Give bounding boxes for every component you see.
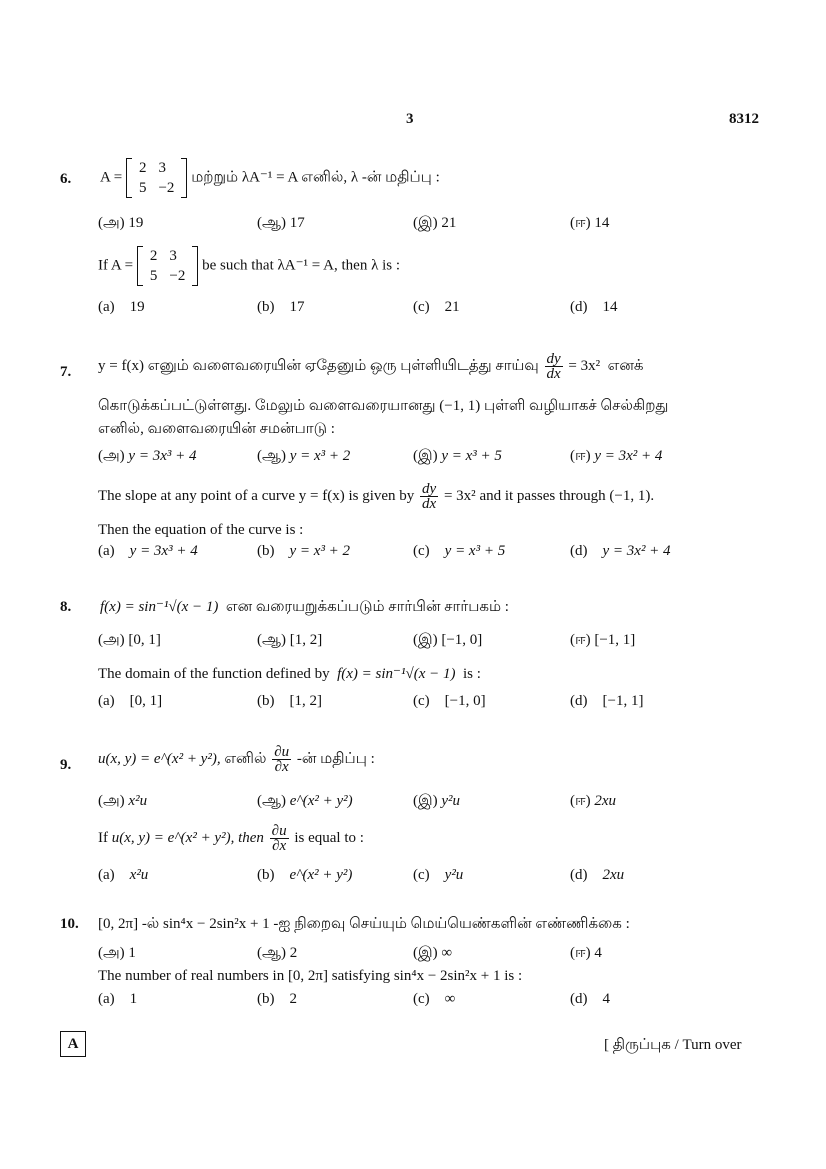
q8-eng-option-d: (d) [−1, 1]: [570, 693, 644, 709]
q9-tamil-option-2: (ஆ) e^(x² + y²): [257, 793, 353, 809]
q6-english-stem: [98, 246, 400, 286]
q9-eng-option-d: (d) 2xu: [570, 867, 625, 883]
q7-slope-rhs: = 3x²: [568, 357, 601, 374]
q10-tamil-stem: [0, 2π] -ல் sin⁴x − 2sin²x + 1 -ஐ நிறைவு செய்யும் மெய்யெண்களின் எண்ணிக்கை :: [98, 916, 630, 932]
q7-dydx-fraction: $\frac{dy}{dx}$: [546, 351, 561, 382]
q8-tamil-option-1: (அ) [0, 1]: [98, 632, 161, 648]
q9-eng-option-a: (a) x²u: [98, 867, 149, 883]
q9-number: 9.: [60, 757, 72, 773]
q6-m12: 3: [158, 160, 166, 176]
booklet-version-box: A: [60, 1031, 86, 1057]
q6-tamil-stem: [100, 158, 440, 198]
q10-number: 10.: [60, 916, 79, 932]
q6-eng-matrix: [137, 246, 198, 286]
q9-tamil-a: எனில்: [224, 750, 267, 767]
q6-eng-m11: 2: [149, 248, 158, 264]
q6-tamil-option-4: (ஈ) 14: [570, 215, 610, 231]
q7-tamil-option-3: (இ) y = x³ + 5: [413, 448, 502, 464]
turn-over-text: [ திருப்புக / Turn over: [604, 1037, 742, 1053]
q7-tamil-line1: [98, 352, 644, 381]
q9-eng-b: is equal to :: [294, 829, 364, 846]
paper-code: 8312: [729, 111, 759, 127]
q6-eng-option-c: (c) 21: [413, 299, 460, 315]
q6-m22: −2: [158, 180, 175, 196]
q7-eng-option-d: (d) y = 3x² + 4: [570, 543, 671, 559]
q8-eng-function: f(x) = sin⁻¹√(x − 1): [337, 666, 456, 682]
q8-tamil-text: என வரையறுக்கப்படும் சார்பின் சார்பகம் :: [225, 599, 509, 615]
q10-eng-option-c: (c) ∞: [413, 991, 456, 1007]
q6-tamil-option-1: (அ) 19: [98, 215, 144, 231]
q8-eng-option-b: (b) [1, 2]: [257, 693, 322, 709]
q7-tamil-option-2: (ஆ) y = x³ + 2: [257, 448, 351, 464]
q10-tamil-option-2: (ஆ) 2: [257, 945, 298, 961]
q10-eng-option-a: (a) 1: [98, 991, 138, 1007]
q6-m11: 2: [138, 160, 147, 176]
q6-matrix: [126, 158, 187, 198]
q6-eng-m21: 5: [149, 268, 158, 284]
q7-tamil-line1b: எனக்: [607, 357, 644, 374]
q7-tamil-line2: கொடுக்கப்பட்டுள்ளது. மேலும் வளைவரையானது (−1, 1) புள்ளி வழியாகச் செல்கிறது: [98, 398, 669, 414]
q7-eng-line1: [98, 482, 654, 511]
q6-eng-option-d: (d) 14: [570, 299, 618, 315]
q8-function: f(x) = sin⁻¹√(x − 1): [100, 599, 219, 615]
q8-tamil-stem: [100, 597, 509, 617]
q9-tamil-option-4: (ஈ) 2xu: [570, 793, 616, 809]
page-number: 3: [406, 111, 414, 127]
q6-number: 6.: [60, 171, 72, 187]
q10-eng-stem: The number of real numbers in [0, 2π] satisfying sin⁴x − 2sin²x + 1 is :: [98, 968, 523, 984]
q10-eng-option-b: (b) 2: [257, 991, 297, 1007]
q10-tamil-option-4: (ஈ) 4: [570, 945, 602, 961]
q7-eng-option-c: (c) y = x³ + 5: [413, 543, 506, 559]
q8-eng-option-c: (c) [−1, 0]: [413, 693, 486, 709]
q7-tamil-line1a: y = f(x) எனும் வளைவரையின் ஏதேனும் ஒரு புள்ளியிடத்து சாய்வு: [98, 357, 539, 374]
q6-eng-a-equals: If A =: [98, 257, 134, 274]
q6-tamil-option-2: (ஆ) 17: [257, 215, 305, 231]
q9-partial-fraction: $\frac{\partial u}{\partial x}$: [274, 744, 290, 775]
q8-eng-text-b: is :: [462, 666, 481, 682]
q6-eng-option-a: (a) 19: [98, 299, 145, 315]
q7-eng-line1a: The slope at any point of a curve y = f(x) is given by: [98, 487, 415, 504]
q8-tamil-option-2: (ஆ) [1, 2]: [257, 632, 323, 648]
q7-number: 7.: [60, 364, 72, 380]
q7-tamil-line3: எனில், வளைவரையின் சமன்பாடு :: [98, 421, 335, 437]
q6-eng-m22: −2: [169, 268, 186, 284]
q8-eng-text-a: The domain of the function defined by: [98, 666, 330, 682]
q7-eng-line1b: and it passes through (−1, 1).: [479, 487, 655, 504]
q7-eng-option-a: (a) y = 3x³ + 4: [98, 543, 198, 559]
q7-tamil-option-4: (ஈ) y = 3x² + 4: [570, 448, 663, 464]
q6-eng-m12: 3: [169, 248, 177, 264]
q8-number: 8.: [60, 599, 72, 615]
q9-tamil-option-1: (அ) x²u: [98, 793, 148, 809]
q8-tamil-option-4: (ஈ) [−1, 1]: [570, 632, 636, 648]
q6-tamil-text: மற்றும் λA⁻¹ = A எனில், λ -ன் மதிப்பு :: [191, 169, 440, 186]
q7-eng-slope-rhs: = 3x²: [443, 487, 476, 504]
q7-eng-line2: Then the equation of the curve is :: [98, 522, 304, 538]
q6-m21: 5: [138, 180, 147, 196]
q6-a-equals: A =: [100, 169, 123, 186]
q6-eng-option-b: (b) 17: [257, 299, 305, 315]
q9-eng-partial-fraction: $\frac{\partial u}{\partial x}$: [271, 823, 287, 854]
q8-eng-stem: [98, 664, 481, 684]
q9-eng-function: u(x, y) = e^(x² + y²), then: [111, 829, 264, 846]
q10-eng-option-d: (d) 4: [570, 991, 610, 1007]
q9-eng-a: If: [98, 829, 108, 846]
q9-eng-stem: [98, 824, 364, 853]
q8-eng-option-a: (a) [0, 1]: [98, 693, 163, 709]
q6-tamil-option-3: (இ) 21: [413, 215, 457, 231]
q9-tamil-b: -ன் மதிப்பு :: [296, 750, 375, 767]
q7-eng-dydx-fraction: $\frac{dy}{dx}$: [422, 481, 437, 512]
q10-tamil-option-1: (அ) 1: [98, 945, 136, 961]
q10-tamil-option-3: (இ) ∞: [413, 945, 453, 961]
q9-eng-option-b: (b) e^(x² + y²): [257, 867, 353, 883]
q9-tamil-option-3: (இ) y²u: [413, 793, 460, 809]
q7-eng-option-b: (b) y = x³ + 2: [257, 543, 351, 559]
q8-tamil-option-3: (இ) [−1, 0]: [413, 632, 483, 648]
q9-function: u(x, y) = e^(x² + y²),: [98, 750, 221, 767]
q6-eng-text: be such that λA⁻¹ = A, then λ is :: [202, 257, 401, 274]
q7-tamil-option-1: (அ) y = 3x³ + 4: [98, 448, 197, 464]
q9-eng-option-c: (c) y²u: [413, 867, 464, 883]
q9-tamil-stem: [98, 745, 375, 774]
